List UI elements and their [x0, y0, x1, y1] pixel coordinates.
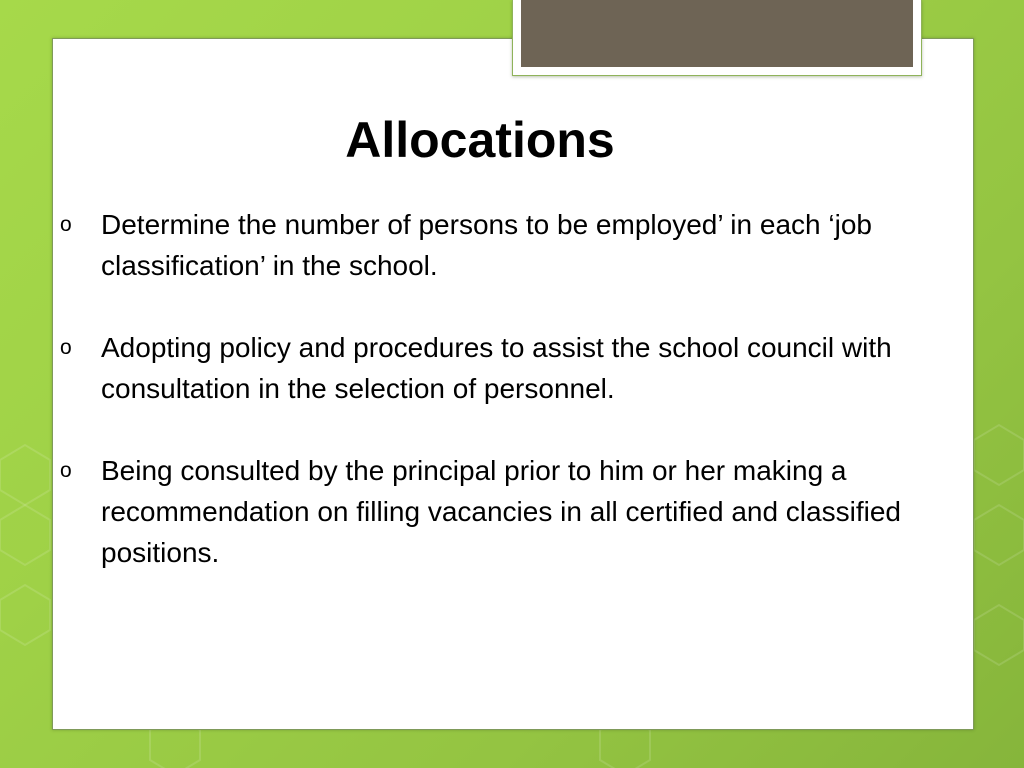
bullet-circle-icon: o — [60, 336, 72, 359]
decorative-tab-fill — [521, 0, 913, 67]
bullet-text: Being consulted by the principal prior to him or her making a recommendation on filling vacancies in all certified and classified positions. — [101, 455, 901, 568]
bullet-item — [60, 450, 970, 573]
bullet-item — [60, 327, 970, 409]
decorative-tab — [512, 0, 922, 76]
bullet-circle-icon: o — [60, 213, 72, 236]
slide-title: Allocations — [345, 112, 615, 168]
bullet-circle-icon: o — [60, 459, 72, 482]
bullet-item — [60, 204, 970, 286]
bullet-list — [60, 204, 970, 614]
bullet-text: Adopting policy and procedures to assist the school council with consultation in the selection of personnel. — [101, 332, 892, 404]
bullet-text: Determine the number of persons to be employed’ in each ‘job classification’ in the school. — [101, 209, 872, 281]
